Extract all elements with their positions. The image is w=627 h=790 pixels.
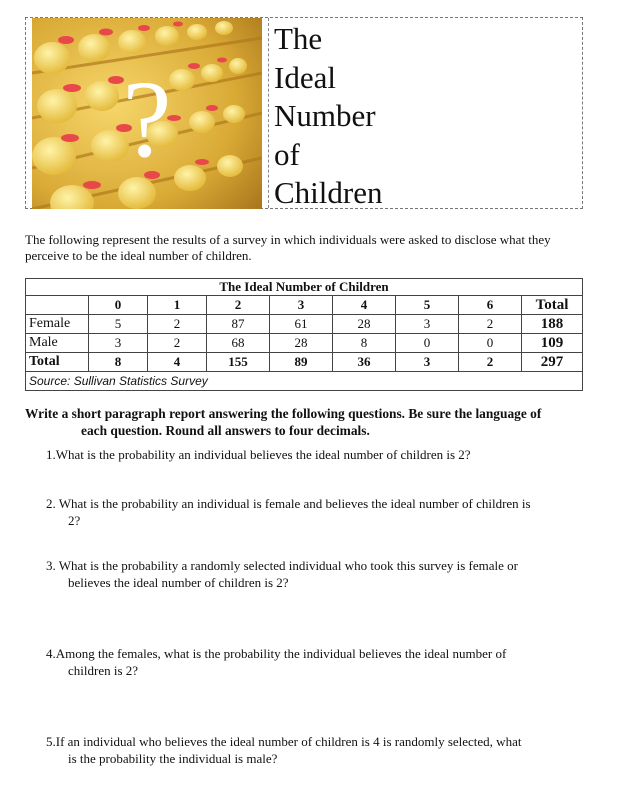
row-label: Male [26, 334, 89, 353]
question-5 [46, 733, 591, 767]
survey-table [25, 278, 583, 391]
table-cell: 2 [459, 315, 522, 334]
table-cell: 28 [333, 315, 396, 334]
table-cell: 0 [459, 334, 522, 353]
table-cell: 155 [207, 353, 270, 372]
table-cell: 3 [396, 353, 459, 372]
table-cell: 36 [333, 353, 396, 372]
question-text: 4.Among the females, what is the probability the individual believes the ideal number of [46, 646, 507, 661]
table-header-cell: 3 [270, 296, 333, 315]
table-cell: 2 [148, 315, 207, 334]
table-header-cell: 6 [459, 296, 522, 315]
table-header-cell: 1 [148, 296, 207, 315]
table-cell: 61 [270, 315, 333, 334]
table-cell: 87 [207, 315, 270, 334]
title-line: The [274, 21, 323, 56]
table-caption: The Ideal Number of Children [26, 279, 583, 296]
instructions-line: Write a short paragraph report answering the following questions. Be sure the language of [25, 406, 542, 421]
table-header-cell: Total [522, 296, 583, 315]
page-title [274, 20, 383, 213]
question-text: 5.If an individual who believes the ideal number of children is 4 is randomly selected, what [46, 734, 522, 749]
title-line: Children [274, 175, 383, 210]
header-divider [268, 18, 269, 208]
table-cell: 4 [148, 353, 207, 372]
instructions [25, 405, 590, 439]
row-total: 109 [522, 334, 583, 353]
table-cell: 0 [396, 334, 459, 353]
question-mark-glyph: ? [122, 58, 172, 180]
question-text: 2. What is the probability an individual is female and believes the ideal number of children is [46, 496, 531, 511]
table-header-cell [26, 296, 89, 315]
row-total: 188 [522, 315, 583, 334]
table-header-cell: 5 [396, 296, 459, 315]
question-text-cont: 2? [68, 513, 81, 528]
question-3 [46, 557, 591, 591]
table-cell: 2 [459, 353, 522, 372]
table-cell: 3 [89, 334, 148, 353]
table-cell: 5 [89, 315, 148, 334]
question-1 [46, 446, 591, 463]
question-2 [46, 495, 591, 529]
ducks-picture [32, 18, 262, 209]
table-cell: 8 [89, 353, 148, 372]
table-header-cell: 2 [207, 296, 270, 315]
question-4 [46, 645, 591, 679]
question-text-cont: children is 2? [68, 663, 139, 678]
title-line: Number [274, 98, 376, 133]
table-cell: 8 [333, 334, 396, 353]
table-header-cell: 0 [89, 296, 148, 315]
rubber-ducks-image [32, 18, 262, 209]
table-row [26, 353, 583, 372]
table-cell: 28 [270, 334, 333, 353]
question-text: 3. What is the probability a randomly selected individual who took this survey is female or [46, 558, 518, 573]
row-label: Female [26, 315, 89, 334]
row-label: Total [26, 353, 89, 372]
table-row [26, 315, 583, 334]
table-header-cell: 4 [333, 296, 396, 315]
intro-paragraph: The following represent the results of a survey in which individuals were asked to disclose what they perceive to be the ideal number of children. [25, 232, 551, 263]
table-cell: 89 [270, 353, 333, 372]
header-box [25, 17, 583, 209]
table-header-row [26, 296, 583, 315]
row-total: 297 [522, 353, 583, 372]
instructions-line: each question. Round all answers to four decimals. [81, 423, 370, 438]
table-cell: 2 [148, 334, 207, 353]
title-line: Ideal [274, 59, 336, 95]
title-line: of [274, 136, 300, 172]
table-cell: 3 [396, 315, 459, 334]
table-source: Source: Sullivan Statistics Survey [26, 372, 583, 391]
table-row [26, 334, 583, 353]
question-text-cont: is the probability the individual is male? [68, 751, 278, 766]
question-text-cont: believes the ideal number of children is 2? [68, 575, 289, 590]
table-cell: 68 [207, 334, 270, 353]
question-text: 1.What is the probability an individual believes the ideal number of children is 2? [46, 447, 471, 462]
